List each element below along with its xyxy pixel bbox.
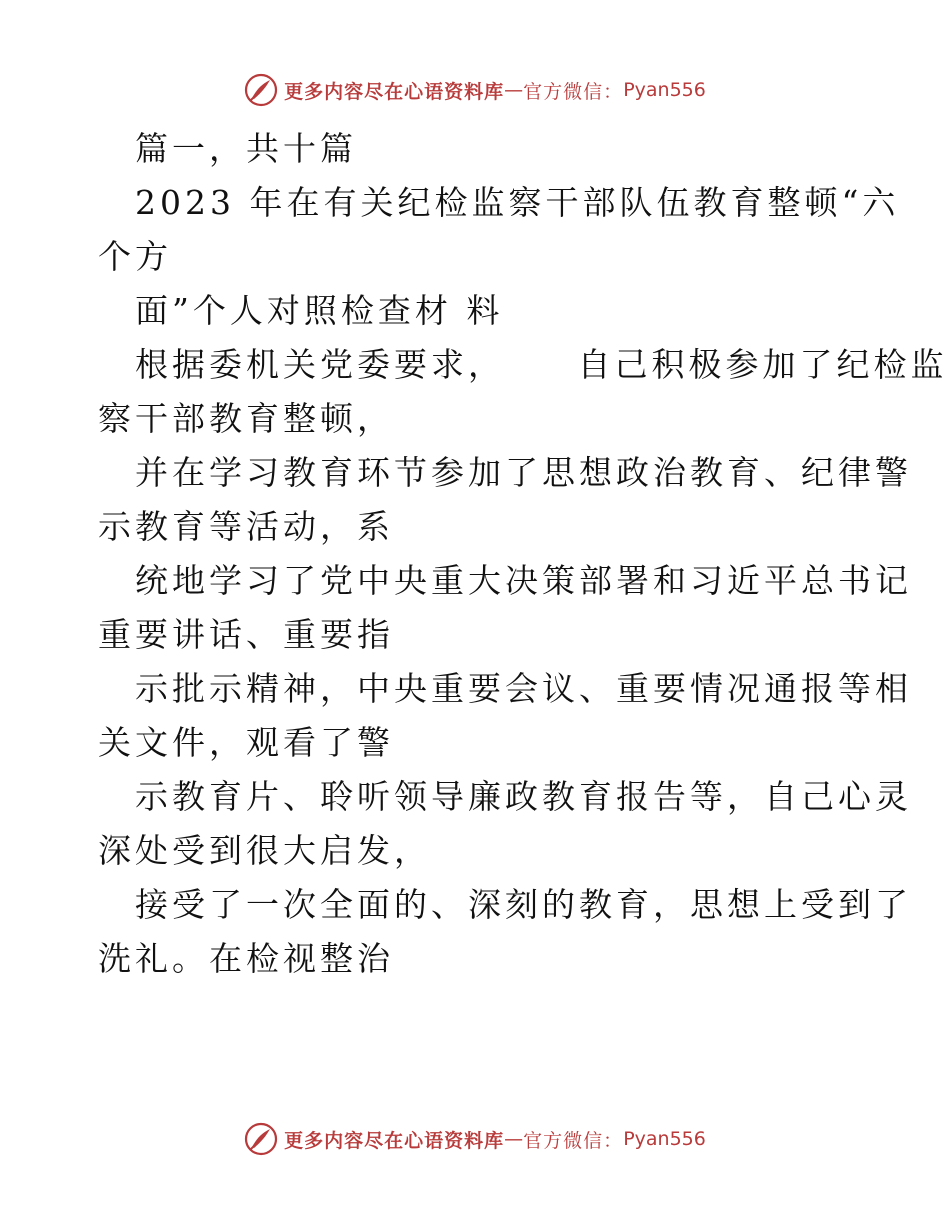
doc-line: 面”个人对照检查材 料 <box>135 291 504 330</box>
watermark-wechat-label: 官方微信： <box>523 80 624 103</box>
pen-logo-icon <box>244 1122 278 1156</box>
watermark-wechat-id: Pyan556 <box>623 79 706 101</box>
doc-line: 示教育片、聆听领导廉政教育报告等，自己心灵 <box>135 777 912 816</box>
document-body <box>98 122 948 986</box>
doc-line: 接受了一次全面的、深刻的教育，思想上受到了 <box>135 885 912 924</box>
doc-line: 重要讲话、重要指 <box>98 615 394 654</box>
watermark-wechat-id: Pyan556 <box>623 1128 706 1150</box>
doc-line: 并在学习教育环节参加了思想政治教育、纪律警 <box>135 453 912 492</box>
doc-line: 统地学习了党中央重大决策部署和习近平总书记 <box>135 561 912 600</box>
watermark-separator: — <box>504 1128 524 1150</box>
doc-line: 察干部教育整顿， <box>98 399 394 438</box>
doc-line: 示批示精神，中央重要会议、重要情况通报等相 <box>135 669 912 708</box>
watermark-brand: 更多内容尽在心语资料库 <box>284 80 505 103</box>
doc-line: 示教育等活动，系 <box>98 507 394 546</box>
watermark-wechat-label: 官方微信： <box>523 1129 624 1152</box>
doc-line: 2023 年在有关纪检监察干部队伍教育整顿“六 <box>135 183 900 222</box>
header-watermark <box>0 68 950 112</box>
watermark-brand: 更多内容尽在心语资料库 <box>284 1129 505 1152</box>
doc-line: 篇一，共十篇 <box>135 129 357 168</box>
doc-line: 个方 <box>98 237 172 276</box>
footer-watermark <box>0 1117 950 1161</box>
doc-line: 关文件，观看了警 <box>98 723 394 762</box>
doc-line: 洗礼。在检视整治 <box>98 939 394 978</box>
pen-logo-icon <box>244 73 278 107</box>
doc-line: 深处受到很大启发， <box>98 831 431 870</box>
doc-line: 根据委机关党委要求， 自己积极参加了纪检监 <box>135 345 948 384</box>
watermark-separator: — <box>504 79 524 101</box>
